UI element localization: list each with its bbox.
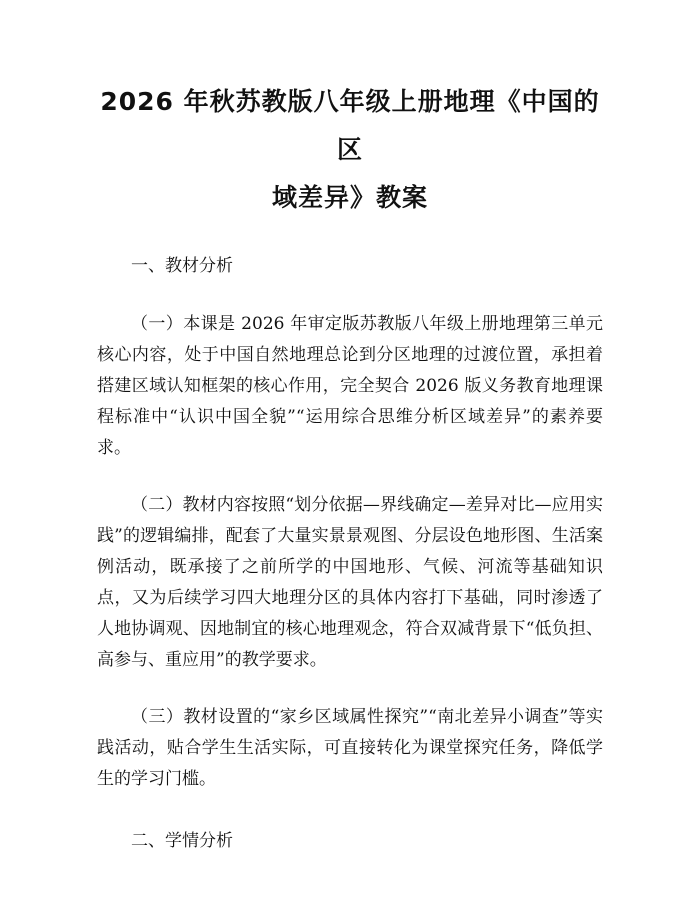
document-title: [97, 0, 603, 222]
paragraph-1: （一）本课是 2026 年审定版苏教版八年级上册地理第三单元核心内容，处于中国自然地理总论到分区地理的过渡位置，承担着搭建区域认知框架的核心作用，完全契合 2026 版义务教育地理课程标准中“认识中国全貌”“运用综合思维分析区域差异”的素养要求。: [97, 314, 603, 458]
title-line-1: 2026 年秋苏教版八年级上册地理《中国的区: [100, 87, 600, 164]
section-heading-student-analysis: 二、学情分析: [131, 831, 233, 851]
section-heading-textbook-analysis: 一、教材分析: [131, 256, 233, 276]
paragraph-3: （三）教材设置的“家乡区域属性探究”“南北差异小调查”等实践活动，贴合学生生活实际，可直接转化为课堂探究任务，降低学生的学习门槛。: [97, 707, 603, 789]
paragraph-2: （二）教材内容按照“划分依据—界线确定—差异对比—应用实践”的逻辑编排，配套了大量实景景观图、分层设色地形图、生活案例活动，既承接了之前所学的中国地形、气候、河流等基础知识点，又为后续学习四大地理分区的具体内容打下基础，同时渗透了人地协调观、因地制宜的核心地理观念，符合双减背景下“低负担、高参与、重应用”的教学要求。: [97, 495, 603, 670]
title-line-2: 域差异》教案: [271, 183, 428, 212]
